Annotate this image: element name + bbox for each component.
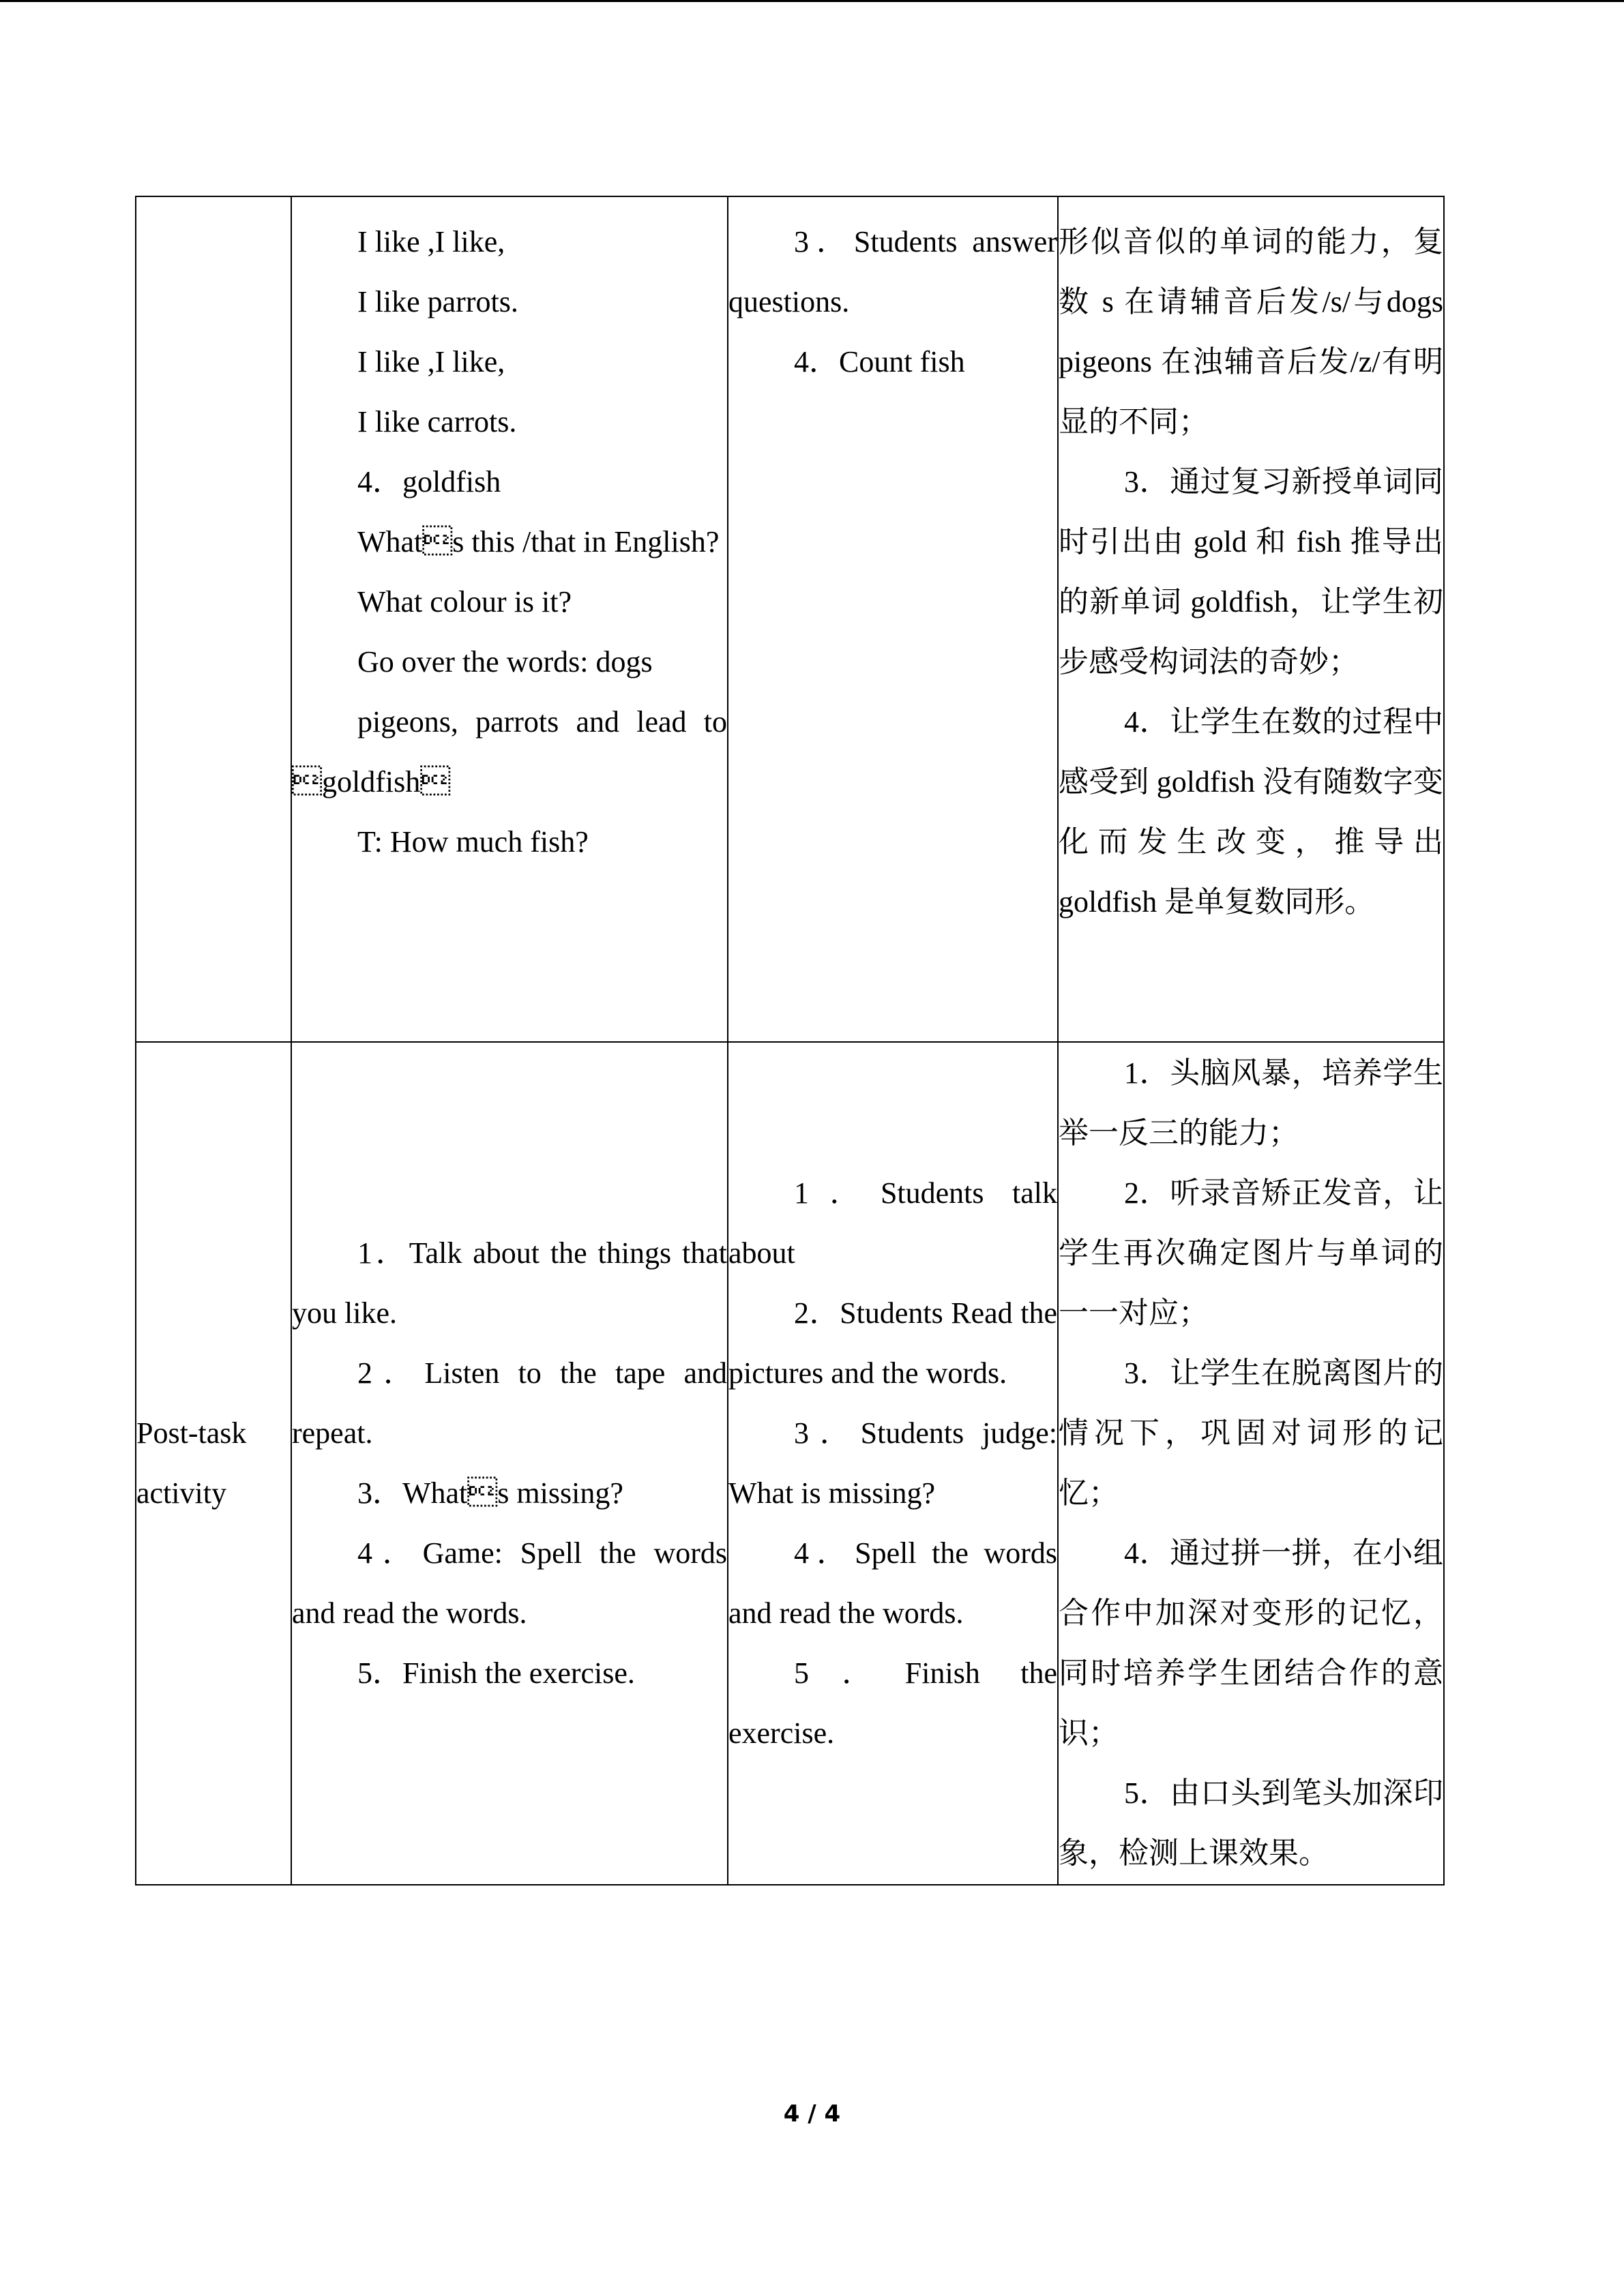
student-activity: 3．Students answer questions. bbox=[728, 225, 1057, 318]
procedure-line: T: How much fish? bbox=[357, 825, 589, 859]
students-cell bbox=[728, 1042, 1058, 1885]
procedure-line: 1．Talk about the things that you like. bbox=[292, 1236, 727, 1330]
procedure-line: 5．Finish the exercise. bbox=[357, 1656, 635, 1690]
student-activity: 4．Count fish bbox=[794, 345, 965, 378]
student-activity: 2．Students Read the pictures and the words. bbox=[728, 1296, 1057, 1390]
purpose-text: 4．让学生在数的过程中感受到 goldfish 没有随数字变化而发生改变，推导出 goldfish 是单复数同形。 bbox=[1059, 705, 1443, 919]
purpose-text: 5．由口头到笔头加深印象，检测上课效果。 bbox=[1059, 1776, 1443, 1870]
procedure-line: 4．goldfish bbox=[357, 465, 501, 498]
student-activity: 3．Students judge: What is missing? bbox=[728, 1416, 1057, 1510]
stage-cell bbox=[136, 196, 291, 1042]
stage-label: Post-task activity bbox=[136, 1416, 247, 1510]
page-top-rule bbox=[0, 0, 1624, 2]
procedures-cell bbox=[291, 1042, 728, 1885]
purpose-text: 形似音似的单词的能力，复数 s 在请辅音后发/s/与dogs pigeons 在浊辅音后发/z/有明显的不同； bbox=[1059, 225, 1443, 438]
table-row bbox=[136, 196, 1444, 1042]
student-activity: 4．Spell the words and read the words. bbox=[728, 1536, 1057, 1630]
lesson-plan-table bbox=[135, 196, 1445, 1885]
procedures-cell bbox=[291, 196, 728, 1042]
purpose-text: 3．通过复习新授单词同时引出由 gold 和 fish 推导出的新单词 goldfish，让学生初步感受构词法的奇妙； bbox=[1059, 465, 1443, 679]
table-row bbox=[136, 1042, 1444, 1885]
students-cell bbox=[728, 196, 1058, 1042]
student-activity: 1．Students talk about bbox=[728, 1176, 1057, 1270]
procedure-line: I like ,I like, bbox=[357, 345, 505, 378]
procedure-line: 3．Whats missing? bbox=[357, 1476, 623, 1510]
procedure-line: I like parrots. bbox=[357, 285, 518, 318]
procedure-line: I like ,I like, bbox=[357, 225, 505, 258]
purpose-text: 2．听录音矫正发音，让学生再次确定图片与单词的一一对应； bbox=[1059, 1176, 1443, 1330]
procedure-line: Whats this /that in English? bbox=[357, 525, 720, 558]
stage-cell bbox=[136, 1042, 291, 1885]
purpose-text: 4．通过拼一拼，在小组合作中加深对变形的记忆，同时培养学生团结合作的意识； bbox=[1059, 1536, 1443, 1750]
procedure-line: pigeons, parrots and lead to goldfish bbox=[292, 705, 727, 799]
purpose-cell bbox=[1058, 1042, 1444, 1885]
page-number: 4 / 4 bbox=[783, 2100, 841, 2128]
procedure-line: I like carrots. bbox=[357, 405, 517, 438]
procedure-line: What colour is it? bbox=[357, 585, 572, 618]
procedure-line: Go over the words: dogs bbox=[357, 645, 653, 679]
purpose-text: 3．让学生在脱离图片的情况下，巩固对词形的记忆； bbox=[1059, 1356, 1443, 1510]
procedure-line: 2．Listen to the tape and repeat. bbox=[292, 1356, 727, 1450]
purpose-text: 1．头脑风暴，培养学生举一反三的能力； bbox=[1059, 1056, 1443, 1150]
purpose-cell bbox=[1058, 196, 1444, 1042]
procedure-line: 4．Game: Spell the words and read the words. bbox=[292, 1536, 727, 1630]
student-activity: 5．Finish the exercise. bbox=[728, 1656, 1057, 1750]
